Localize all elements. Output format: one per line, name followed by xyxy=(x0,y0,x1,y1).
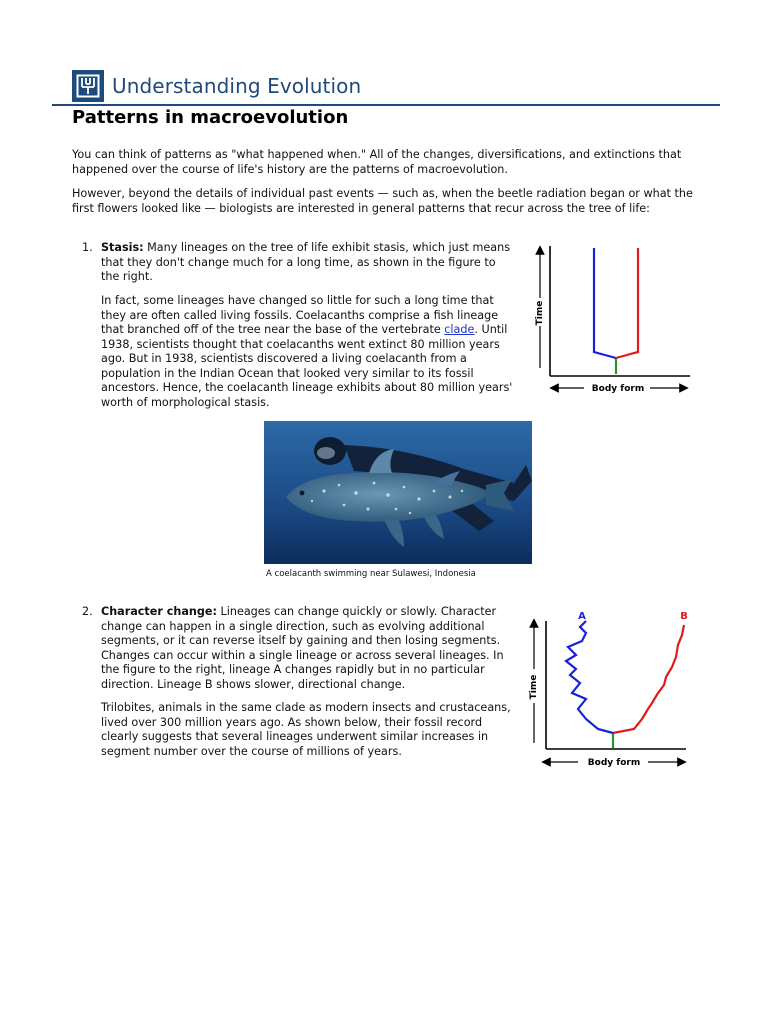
lineage-a-blue xyxy=(566,621,613,733)
character-change-text: Lineages can change quickly or slowly. Character change can happen in a single direction, such as evolving additional segments, or it can reverse itself by gaining and then losing segments. Changes can occur within a single lineage or across several lineages. In the figure to the right, lineage A changes rapidly but in no particular direction. Lineage B shows slower, directional change. xyxy=(101,605,504,691)
lineage-blue xyxy=(594,248,616,358)
intro-paragraph-2: However, beyond the details of individual past events — such as, when the beetle radiation began or what the first flowers looked like — biologists are interested in general patterns that recur across the tree of life: xyxy=(72,187,693,215)
photo-caption: A coelacanth swimming near Sulawesi, Indonesia xyxy=(266,569,476,579)
clade-link[interactable]: clade xyxy=(444,323,475,336)
living-fossils-paragraph xyxy=(101,294,519,410)
intro-paragraph-1: You can think of patterns as "what happened when." All of the changes, diversifications, and extinctions that happened over the course of life's history are the patterns of macroevolution. xyxy=(72,148,682,176)
header-divider xyxy=(52,104,720,106)
character-change-heading: Character change: xyxy=(101,605,217,618)
lineage-b-red xyxy=(613,625,684,733)
trilobites-paragraph: Trilobites, animals in the same clade as modern insects and crustaceans, lived over 300 million years ago. As shown below, their fossil record clearly suggests that several lineages underwent similar increases in segment number over the course of millions of years. xyxy=(101,701,511,758)
character-change-y-label: Time xyxy=(529,674,539,700)
site-header xyxy=(72,68,361,104)
stasis-paragraph xyxy=(101,241,517,285)
living-fossils-text-1: In fact, some lineages have changed so little for such a long time that they are often called living fossils. Coelacanths comprise a fish lineage that branched off of the tree near the base of the vertebrate xyxy=(101,294,499,336)
stasis-heading: Stasis: xyxy=(101,241,144,254)
stasis-y-label: Time xyxy=(535,300,545,326)
stasis-text: Many lineages on the tree of life exhibit stasis, which just means that they don't change much for a long time, as shown in the figure to the right. xyxy=(101,241,511,283)
stasis-x-label: Body form xyxy=(591,384,645,394)
character-change-paragraph xyxy=(101,605,519,692)
page-title: Patterns in macroevolution xyxy=(72,107,349,128)
stasis-figure xyxy=(528,240,698,400)
list-number-2: 2. xyxy=(82,605,93,618)
character-change-x-label: Body form xyxy=(587,758,641,768)
list-number-1: 1. xyxy=(82,241,93,254)
lineage-red xyxy=(616,248,638,358)
understanding-evolution-logo-icon[interactable] xyxy=(72,70,104,102)
site-title[interactable]: Understanding Evolution xyxy=(112,74,362,98)
character-change-figure xyxy=(524,605,696,775)
coelacanth-photo xyxy=(264,421,532,564)
living-fossils-text-2: . Until 1938, scientists thought that coelacanths went extinct 80 million years ago. But in 1938, scientists discovered a living coelacanth from a population in the Indian Ocean that looked very similar to its fossil ancestors. Hence, the coelacanth lineage exhibits about 80 million years' worth of morphological stasis. xyxy=(101,323,513,409)
lineage-b-label: B xyxy=(680,611,688,622)
lineage-a-label: A xyxy=(578,611,586,622)
